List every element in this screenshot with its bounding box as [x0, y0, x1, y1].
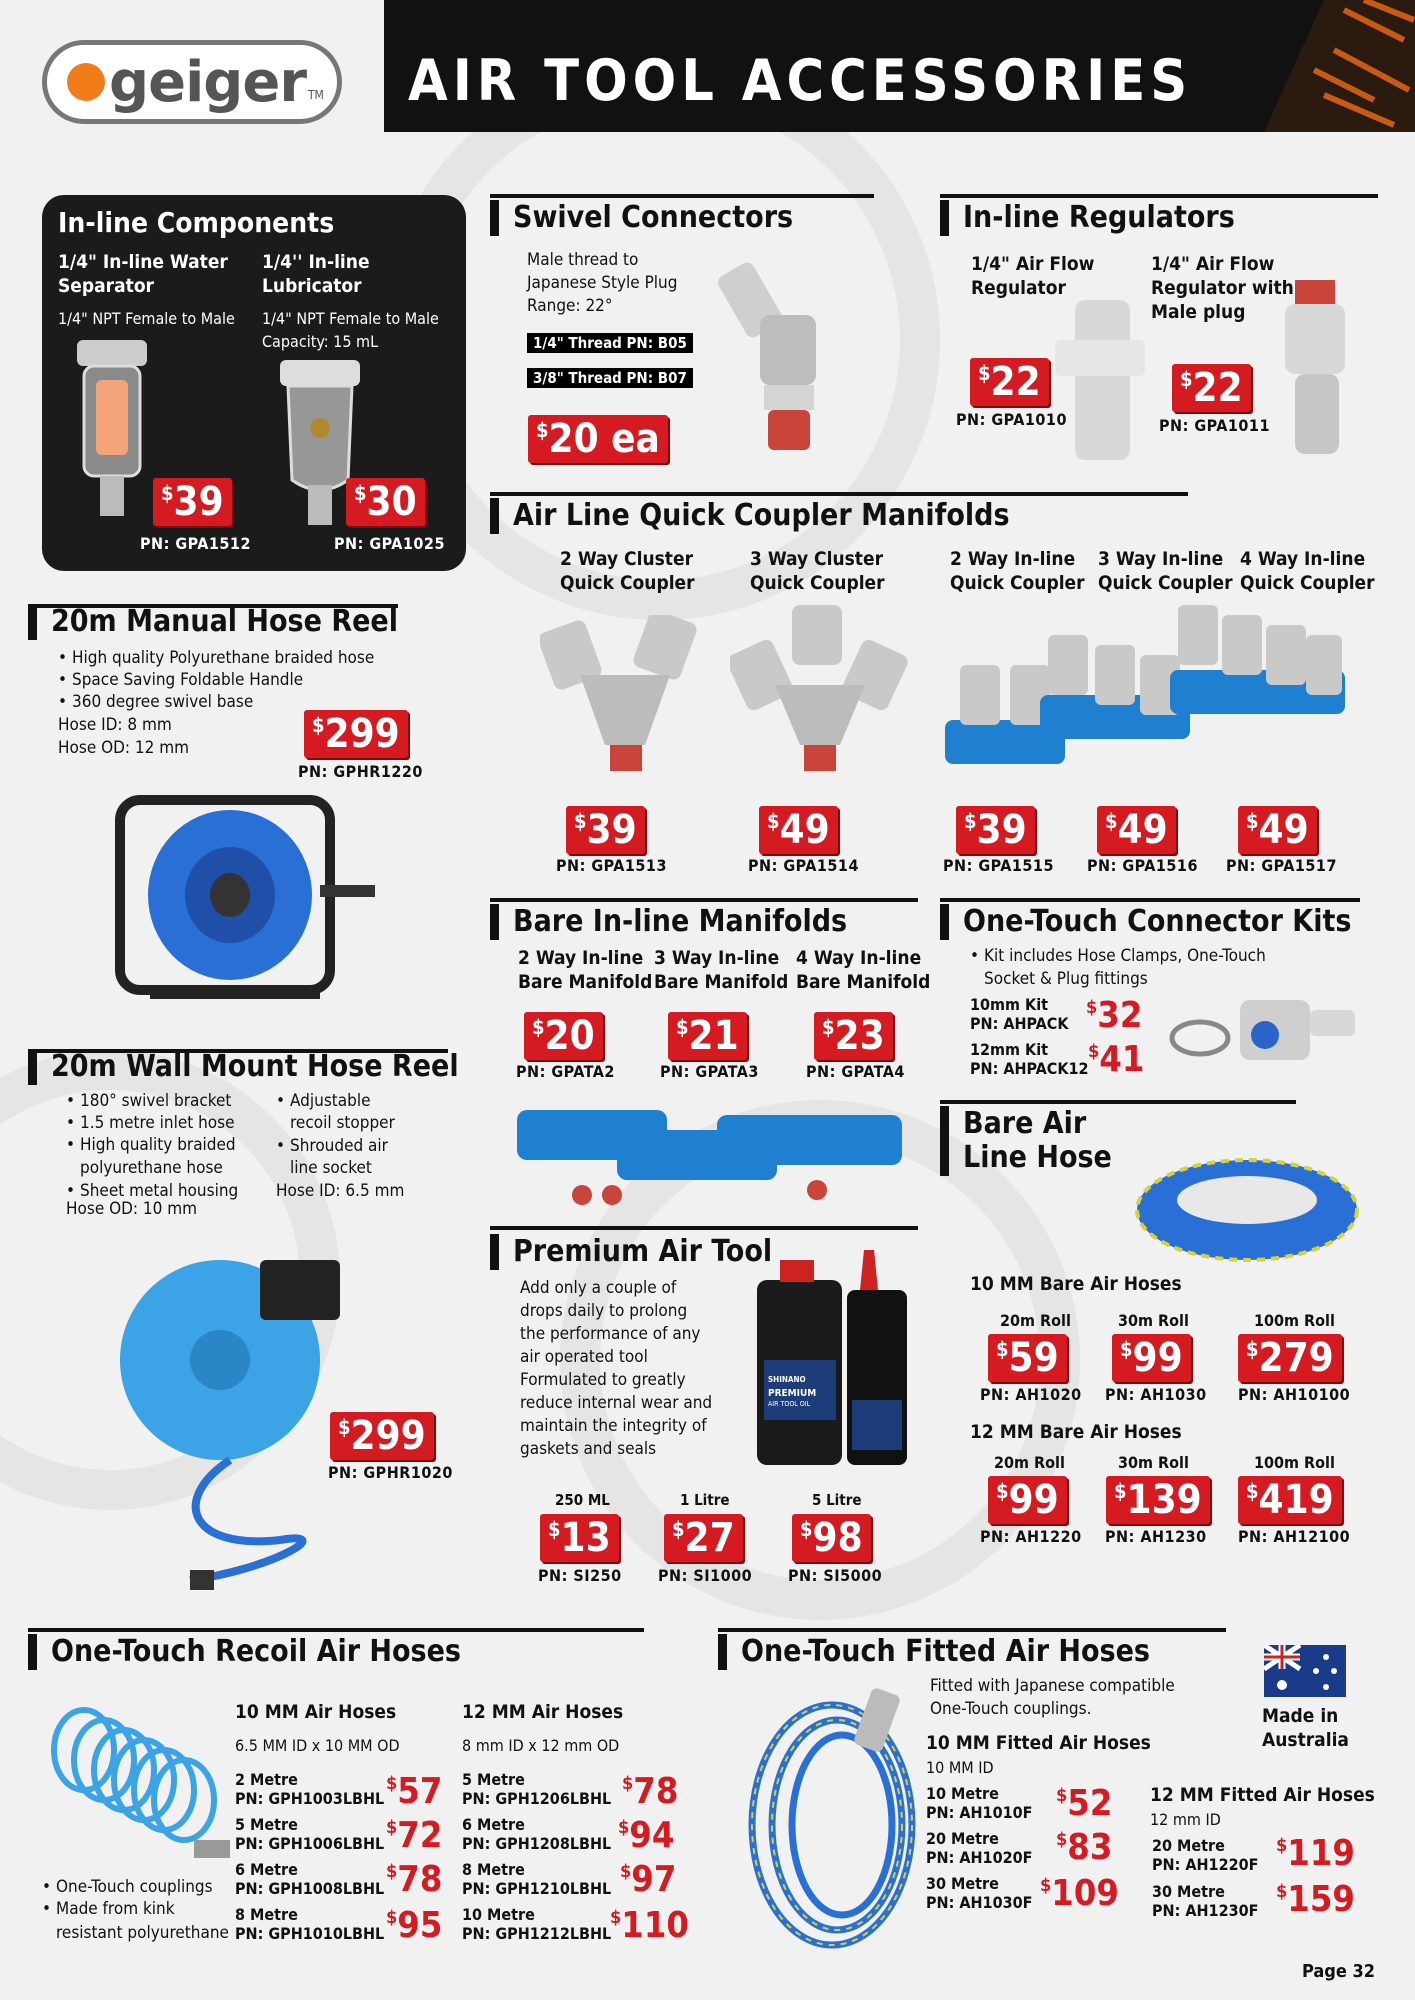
recoil-12mm-heading: 12 MM Air Hoses: [462, 1701, 624, 1723]
recoil-12-pn-2: PN: GPH1208LBHL: [462, 1834, 612, 1853]
bare-hose-10mm-heading: 10 MM Bare Air Hoses: [970, 1273, 1182, 1295]
regulator-2-price: $22: [1172, 364, 1251, 412]
manifold-3-name-2: Quick Coupler: [950, 572, 1085, 594]
kits-title: One-Touch Connector Kits: [940, 904, 1351, 940]
bare-hose-12-price-3: $419: [1238, 1476, 1342, 1524]
bare-hose-10-pn-2: PN: AH1030: [1105, 1385, 1207, 1404]
bare-hose-12-price-1: $99: [988, 1476, 1067, 1524]
oil-pn-1: PN: SI250: [538, 1566, 622, 1585]
logo-text: geiger: [109, 49, 306, 115]
oil-desc-3: the performance of any: [520, 1324, 701, 1344]
made-in-australia-1: Made in: [1262, 1705, 1339, 1727]
recoil-10-len-2: 5 Metre: [235, 1815, 298, 1834]
recoil-12mm-dims: 8 mm ID x 12 mm OD: [462, 1736, 620, 1755]
fitted-10-pn-2: PN: AH1020F: [926, 1848, 1033, 1867]
manifold-3-pn: PN: GPA1515: [943, 856, 1054, 875]
manifold-1-price: $39: [566, 806, 645, 854]
recoil-12-price-4: $110: [610, 1905, 689, 1946]
fitted-12mm-heading: 12 MM Fitted Air Hoses: [1150, 1784, 1375, 1806]
inline-quick-coupler-manifolds-image: [940, 600, 1350, 790]
regulator-2-name-3: Male plug: [1151, 301, 1246, 323]
fitted-12-price-2: $159: [1276, 1879, 1355, 1920]
bare-manifolds-title: Bare In-line Manifolds: [490, 904, 847, 940]
fitted-rule: [718, 1628, 1226, 1632]
wall-reel-bullet-6b: line socket: [290, 1158, 372, 1178]
manifold-3-name-1: 2 Way In-line: [950, 548, 1076, 570]
recoil-10-pn-4: PN: GPH1010LBHL: [235, 1924, 385, 1943]
bare-hose-12-pn-3: PN: AH12100: [1238, 1527, 1351, 1546]
bare-manifold-1-name-1: 2 Way In-line: [518, 947, 644, 969]
manual-reel-od: Hose OD: 12 mm: [58, 738, 190, 758]
recoil-12-len-1: 5 Metre: [462, 1770, 525, 1789]
fitted-12-pn-1: PN: AH1220F: [1152, 1855, 1259, 1874]
bare-hose-12-price-2: $139: [1106, 1476, 1210, 1524]
bare-manifold-3-price: $23: [814, 1012, 893, 1060]
manifold-1-name-2: Quick Coupler: [560, 572, 695, 594]
regulator-1-name-2: Regulator: [971, 277, 1066, 299]
manifold-5-name-2: Quick Coupler: [1240, 572, 1375, 594]
manifold-4-name-2: Quick Coupler: [1098, 572, 1233, 594]
swivel-price: $20 ea: [528, 415, 668, 463]
fitted-10mm-id: 10 MM ID: [926, 1758, 994, 1777]
wall-reel-bullets-right: [276, 1090, 371, 1112]
bare-manifold-2-price: $21: [668, 1012, 747, 1060]
recoil-10-len-4: 8 Metre: [235, 1905, 298, 1924]
bare-manifold-2-name-2: Bare Manifold: [654, 971, 789, 993]
page-number: Page 32: [1302, 1961, 1376, 1982]
manifold-2way-cluster-image: [540, 615, 715, 785]
lubricator-pn: PN: GPA1025: [334, 534, 445, 553]
swivel-connector-image: [710, 245, 850, 460]
wall-reel-title: 20m Wall Mount Hose Reel: [28, 1049, 459, 1085]
manifold-2-price: $49: [759, 806, 838, 854]
bare-hose-10-price-2: $99: [1112, 1334, 1191, 1382]
bare-hose-rule: [940, 1100, 1296, 1104]
wall-reel-bullet-3b: polyurethane hose: [80, 1158, 223, 1178]
bare-manifold-1-name-2: Bare Manifold: [518, 971, 653, 993]
kit-1-price: $32: [1086, 995, 1143, 1036]
recoil-hose-image: [44, 1690, 234, 1870]
kits-desc: [970, 945, 1266, 967]
wall-reel-bullet-4: • Sheet metal housing: [66, 1180, 238, 1202]
wall-reel-bullet-6: • Shrouded air: [276, 1135, 388, 1157]
kit-2-price: $41: [1088, 1039, 1145, 1080]
kits-desc-1: • Kit includes Hose Clamps, One-Touch: [970, 945, 1266, 967]
oil-desc-4: air operated tool: [520, 1347, 648, 1367]
oil-desc-7: maintain the integrity of: [520, 1416, 707, 1436]
kits-rule: [940, 898, 1360, 902]
manifold-4-pn: PN: GPA1516: [1087, 856, 1198, 875]
recoil-12-price-3: $97: [620, 1859, 677, 1900]
wall-reel-od: Hose OD: 10 mm: [66, 1199, 198, 1219]
recoil-10-pn-2: PN: GPH1006LBHL: [235, 1834, 385, 1853]
australian-flag-icon: [1264, 1645, 1346, 1705]
water-separator-name: 1/4" In-line Water Separator: [58, 251, 228, 297]
manifold-2-pn: PN: GPA1514: [748, 856, 859, 875]
recoil-12-pn-4: PN: GPH1212LBHL: [462, 1924, 612, 1943]
oil-size-2: 1 Litre: [680, 1491, 730, 1509]
bare-hose-12-pn-1: PN: AH1220: [980, 1527, 1082, 1546]
manifolds-title: Air Line Quick Coupler Manifolds: [490, 498, 1010, 534]
oil-desc-6: reduce internal wear and: [520, 1393, 713, 1413]
water-separator-image: [62, 340, 162, 540]
swivel-desc-3: Range: 22°: [527, 296, 613, 316]
bare-hose-10-len-3: 100m Roll: [1254, 1311, 1335, 1330]
oil-rule: [490, 1226, 918, 1230]
fitted-10-len-3: 30 Metre: [926, 1874, 999, 1893]
swivel-thread-1: 1/4" Thread PN: B05: [527, 333, 693, 353]
bare-manifold-3-name-1: 4 Way In-line: [796, 947, 922, 969]
fitted-12-len-1: 20 Metre: [1152, 1836, 1225, 1855]
bare-manifolds-rule: [490, 898, 918, 902]
regulator-2-image: [1265, 280, 1375, 460]
wall-reel-bullet-2: • 1.5 metre inlet hose: [66, 1112, 236, 1134]
water-separator-desc: 1/4" NPT Female to Male: [58, 309, 235, 328]
bare-hose-10-pn-1: PN: AH1020: [980, 1385, 1082, 1404]
water-separator-price: $39: [153, 478, 232, 526]
oil-size-3: 5 Litre: [812, 1491, 862, 1509]
manifolds-rule: [490, 492, 1188, 496]
fitted-12-price-1: $119: [1276, 1833, 1355, 1874]
oil-pn-3: PN: SI5000: [788, 1566, 883, 1585]
recoil-10-len-3: 6 Metre: [235, 1860, 298, 1879]
recoil-bullet-2: • Made from kink: [42, 1898, 213, 1920]
bare-manifold-2-name-1: 3 Way In-line: [654, 947, 780, 969]
wall-reel-bullet-5b: recoil stopper: [290, 1113, 395, 1133]
regulators-rule: [940, 194, 1378, 198]
manual-reel-pn: PN: GPHR1220: [298, 762, 423, 781]
recoil-10-len-1: 2 Metre: [235, 1770, 298, 1789]
bare-hose-10-price-1: $59: [988, 1334, 1067, 1382]
regulator-1-price: $22: [970, 358, 1049, 406]
manifold-5-pn: PN: GPA1517: [1226, 856, 1337, 875]
fitted-10-pn-3: PN: AH1030F: [926, 1893, 1033, 1912]
oil-title: Premium Air Tool: [490, 1234, 772, 1270]
bare-manifold-1-price: $20: [524, 1012, 603, 1060]
manual-reel-bullets: [58, 647, 374, 713]
fitted-desc-2: One-Touch couplings.: [930, 1699, 1092, 1719]
regulator-2-name-1: 1/4" Air Flow: [1151, 253, 1275, 275]
geiger-logo: [42, 40, 342, 124]
logo-dot-icon: [67, 63, 105, 101]
kit-1-pn: PN: AHPACK: [970, 1014, 1069, 1033]
lubricator-name: 1/4'' In-line Lubricator: [262, 251, 370, 297]
fitted-12-pn-2: PN: AH1230F: [1152, 1901, 1259, 1920]
manual-hose-reel-image: [110, 785, 380, 1005]
fitted-10-price-2: $83: [1056, 1827, 1113, 1868]
wall-reel-bullet-1: • 180° swivel bracket: [66, 1090, 236, 1112]
fitted-10-price-3: $109: [1040, 1873, 1119, 1914]
recoil-bullets: [42, 1876, 213, 1920]
logo-tm: TM: [307, 88, 324, 102]
oil-price-1: $13: [540, 1514, 619, 1562]
oil-size-1: 250 ML: [555, 1491, 610, 1509]
fitted-10-price-1: $52: [1056, 1783, 1113, 1824]
wall-reel-id: Hose ID: 6.5 mm: [276, 1181, 405, 1201]
oil-price-3: $98: [792, 1514, 871, 1562]
recoil-10-price-2: $72: [386, 1815, 443, 1856]
wall-reel-bullet-5: • Adjustable: [276, 1090, 371, 1112]
connector-kit-image: [1160, 980, 1360, 1080]
manual-reel-id: Hose ID: 8 mm: [58, 715, 172, 735]
recoil-12-pn-3: PN: GPH1210LBHL: [462, 1879, 612, 1898]
fitted-title: One-Touch Fitted Air Hoses: [718, 1634, 1150, 1670]
bare-manifold-1-pn: PN: GPATA2: [516, 1062, 615, 1081]
bare-hose-title-2: Line Hose: [940, 1140, 1112, 1176]
bare-manifold-2-pn: PN: GPATA3: [660, 1062, 759, 1081]
recoil-10mm-dims: 6.5 MM ID x 10 MM OD: [235, 1736, 400, 1755]
lubricator-capacity: Capacity: 15 mL: [262, 332, 379, 351]
manifold-2-name-1: 3 Way Cluster: [750, 548, 884, 570]
oil-desc-8: gaskets and seals: [520, 1439, 657, 1459]
regulators-title: In-line Regulators: [940, 200, 1235, 236]
oil-label-2: AIR TOOL OIL: [768, 1400, 811, 1408]
regulator-2-name-2: Regulator with: [1151, 277, 1294, 299]
manifold-1-pn: PN: GPA1513: [556, 856, 667, 875]
oil-desc-5: Formulated to greatly: [520, 1370, 686, 1390]
oil-desc-2: drops daily to prolong: [520, 1301, 688, 1321]
manifold-2-name-2: Quick Coupler: [750, 572, 885, 594]
oil-price-2: $27: [664, 1514, 743, 1562]
fitted-12-len-2: 30 Metre: [1152, 1882, 1225, 1901]
fitted-10-pn-1: PN: AH1010F: [926, 1803, 1033, 1822]
kits-desc-2: Socket & Plug fittings: [984, 969, 1148, 989]
recoil-title: One-Touch Recoil Air Hoses: [28, 1634, 461, 1670]
made-in-australia-2: Australia: [1262, 1729, 1349, 1751]
bare-hose-coil-image: [1132, 1150, 1362, 1265]
regulator-1-name-1: 1/4" Air Flow: [971, 253, 1095, 275]
manual-reel-title: 20m Manual Hose Reel: [28, 604, 398, 640]
recoil-bullet-2b: resistant polyurethane: [56, 1923, 229, 1943]
air-tool-oil-bottles-image: [752, 1250, 912, 1470]
manifold-5-price: $49: [1238, 806, 1317, 854]
wall-reel-bullets-right-2: [276, 1135, 388, 1157]
lubricator-price: $30: [346, 478, 425, 526]
bare-hose-10-price-3: $279: [1238, 1334, 1342, 1382]
wall-reel-bullets-left: [66, 1090, 236, 1156]
regulator-2-pn: PN: GPA1011: [1159, 416, 1270, 435]
fitted-12mm-id: 12 mm ID: [1150, 1810, 1221, 1829]
manifold-3way-cluster-image: [730, 605, 910, 785]
bare-hose-12-len-2: 30m Roll: [1118, 1453, 1189, 1472]
fitted-10-len-2: 20 Metre: [926, 1829, 999, 1848]
bare-hose-12-len-1: 20m Roll: [994, 1453, 1065, 1472]
bare-hose-title-1: Bare Air: [940, 1106, 1086, 1142]
wall-hose-reel-image: [110, 1240, 350, 1595]
manual-reel-bullet-2: • Space Saving Foldable Handle: [58, 669, 374, 691]
regulator-1-image: [1045, 300, 1155, 460]
wall-reel-price: $299: [330, 1412, 434, 1460]
oil-pn-2: PN: SI1000: [658, 1566, 753, 1585]
recoil-12-len-4: 10 Metre: [462, 1905, 535, 1924]
wall-reel-bullet-3: • High quality braided: [66, 1134, 236, 1156]
kit-2-name: 12mm Kit: [970, 1040, 1049, 1059]
manual-reel-bullet-1: • High quality Polyurethane braided hose: [58, 647, 374, 669]
bare-manifold-3-name-2: Bare Manifold: [796, 971, 931, 993]
recoil-10-price-1: $57: [386, 1771, 443, 1812]
lubricator-desc: 1/4" NPT Female to Male: [262, 309, 439, 328]
recoil-rule: [28, 1628, 644, 1632]
recoil-12-price-2: $94: [618, 1815, 675, 1856]
fitted-hose-image: [742, 1685, 932, 1955]
oil-label-1: PREMIUM: [768, 1388, 817, 1399]
fitted-desc-1: Fitted with Japanese compatible: [930, 1676, 1175, 1696]
oil-desc-1: Add only a couple of: [520, 1278, 677, 1298]
recoil-10mm-heading: 10 MM Air Hoses: [235, 1701, 397, 1723]
bare-hose-12mm-heading: 12 MM Bare Air Hoses: [970, 1421, 1182, 1443]
recoil-12-pn-1: PN: GPH1206LBHL: [462, 1789, 612, 1808]
bare-hose-10-pn-3: PN: AH10100: [1238, 1385, 1351, 1404]
bare-hose-10-len-2: 30m Roll: [1118, 1311, 1189, 1330]
recoil-10-pn-3: PN: GPH1008LBHL: [235, 1879, 385, 1898]
regulator-1-pn: PN: GPA1010: [956, 410, 1067, 429]
bare-hose-12-len-3: 100m Roll: [1254, 1453, 1335, 1472]
swivel-desc-2: Japanese Style Plug: [527, 273, 678, 293]
water-separator-pn: PN: GPA1512: [140, 534, 251, 553]
bare-manifold-3-pn: PN: GPATA4: [806, 1062, 905, 1081]
bare-hose-12-pn-2: PN: AH1230: [1105, 1527, 1207, 1546]
bare-manifolds-image: [512, 1095, 907, 1215]
page-title: AIR TOOL ACCESSORIES: [408, 48, 1193, 114]
manifold-1-name-1: 2 Way Cluster: [560, 548, 694, 570]
kit-2-pn: PN: AHPACK12: [970, 1059, 1089, 1078]
fitted-10mm-heading: 10 MM Fitted Air Hoses: [926, 1732, 1151, 1754]
recoil-10-price-4: $95: [386, 1905, 443, 1946]
manifold-5-name-1: 4 Way In-line: [1240, 548, 1366, 570]
recoil-12-price-1: $78: [622, 1771, 679, 1812]
manual-reel-price: $299: [304, 710, 408, 758]
fitted-10-len-1: 10 Metre: [926, 1784, 999, 1803]
recoil-12-len-2: 6 Metre: [462, 1815, 525, 1834]
manifold-3-price: $39: [956, 806, 1035, 854]
swivel-title: Swivel Connectors: [490, 200, 793, 236]
inline-components-title: In-line Components: [58, 206, 335, 239]
swivel-rule: [490, 194, 874, 198]
kit-1-name: 10mm Kit: [970, 995, 1049, 1014]
wall-reel-pn: PN: GPHR1020: [328, 1463, 453, 1482]
recoil-bullet-1: • One-Touch couplings: [42, 1876, 213, 1898]
recoil-12-len-3: 8 Metre: [462, 1860, 525, 1879]
swivel-thread-2: 3/8" Thread PN: B07: [527, 368, 693, 388]
recoil-10-price-3: $78: [386, 1859, 443, 1900]
oil-brand: SHINANO: [768, 1375, 806, 1384]
swivel-desc-1: Male thread to: [527, 250, 639, 270]
bare-hose-10-len-1: 20m Roll: [1000, 1311, 1071, 1330]
recoil-10-pn-1: PN: GPH1003LBHL: [235, 1789, 385, 1808]
manual-reel-bullet-3: • 360 degree swivel base: [58, 691, 374, 713]
orange-texture-graphic: [1204, 0, 1415, 132]
manifold-4-name-1: 3 Way In-line: [1098, 548, 1224, 570]
manifold-4-price: $49: [1097, 806, 1176, 854]
